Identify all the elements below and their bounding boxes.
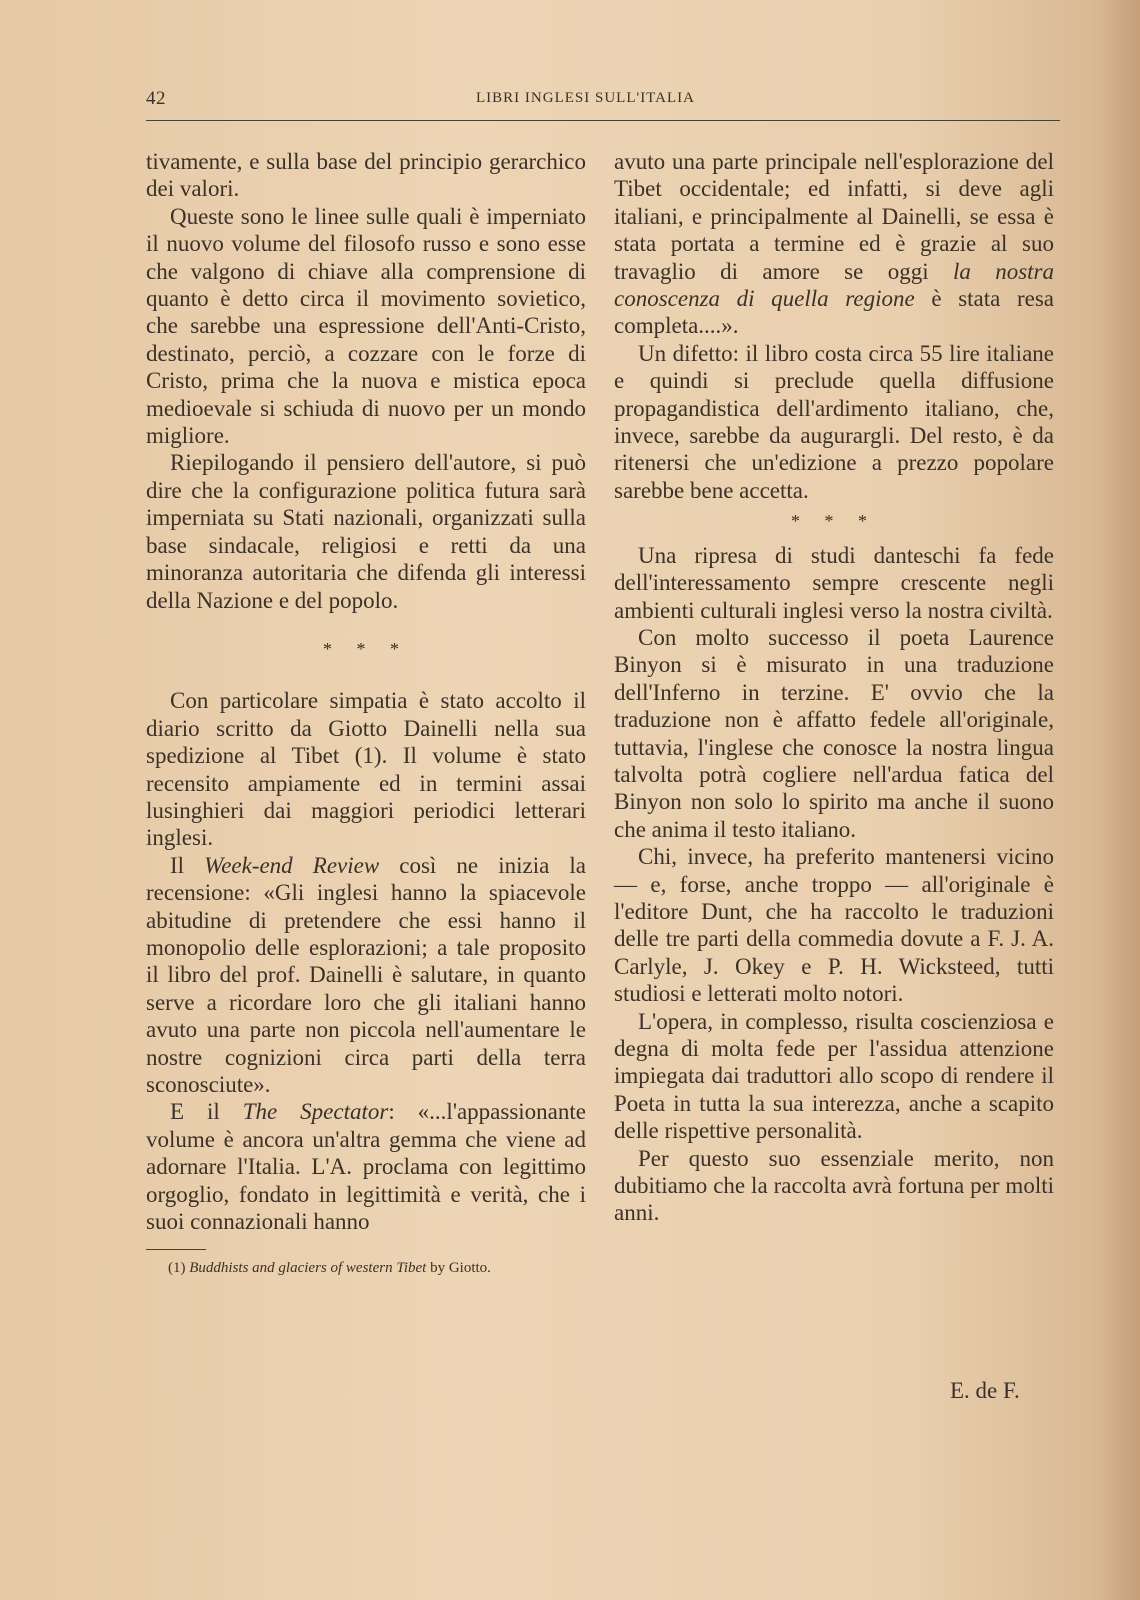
footnote-mark: (1): [168, 1260, 190, 1277]
paragraph: Queste sono le linee sulle quali è imperniato il nuovo volume del filosofo russo e sono esse che valgono di chiave alla comprensione di quanto è detto circa il movimento sovietico, che sarebbe una espressione dell'Anti-Cristo, destinato, perciò, a cozzare con le forze di Cristo, prima che la nuova e mistica epoca medioevale si schiuda di nuovo per un mondo migliore.: [146, 203, 586, 449]
paragraph: Riepilogando il pensiero dell'autore, si può dire che la configurazione politica futura sarà imperniata su Stati nazionali, organizzati sulla base sindacale, religiosi e retti da una minoranza autoritaria che difenda gli interessi della Nazione e del popolo.: [146, 450, 586, 613]
text-run: by Giotto.: [426, 1260, 491, 1277]
periodical-title: The Spectator: [242, 1099, 389, 1125]
author-signature: E. de F.: [950, 1378, 1020, 1403]
running-title: LIBRI INGLESI SULL'ITALIA: [476, 90, 695, 106]
text-run: : «...l'appassionante volume è ancora un'altra gemma che viene ad adornare l'Italia. L'A. proclama con legittimo orgoglio, fondato in legittimità e verità, che i suoi connazionali hanno: [146, 1099, 586, 1235]
paragraph: Con particolare simpatia è stato accolto il diario scritto da Giotto Dainelli nella sua spedizione al Tibet (1). Il volume è stato recensito ampiamente ed in termini assai lusinghieri dai maggiori periodici letterari inglesi.: [146, 688, 586, 851]
text-run: avuto una parte principale nell'esplorazione del Tibet occidentale; ed infatti, si deve agli italiani, e principalmente al Dainelli, se essa è stata portata a termine ed è grazie al suo travaglio di amore se oggi: [614, 149, 1054, 284]
paragraph: Con molto successo il poeta Laurence Binyon si è misurato in una traduzione dell'Inferno in terzine. E' ovvio che la traduzione non è affatto fedele all'originale, tuttavia, l'inglese che conosce la nostra lingua talvolta potrà cogliere nell'ardua fatica del Binyon non solo lo spirito ma anche il suono che anima il testo italiano.: [614, 624, 1054, 842]
text-run: Il: [170, 852, 205, 878]
paragraph: [614, 148, 1054, 340]
running-head: [146, 88, 1060, 114]
periodical-title: Week-end Review: [204, 852, 380, 878]
text-run: è stata resa completa....».: [614, 286, 1055, 339]
emphasized-quote: la nostra conoscenza di quella regione: [614, 258, 1054, 312]
paragraph: [146, 852, 586, 1099]
section-separator: * * *: [323, 638, 409, 659]
left-column: [146, 148, 586, 1278]
footnote-rule: [146, 1249, 206, 1250]
header-rule: [146, 120, 1060, 121]
paragraph: Chi, invece, ha preferito mantenersi vicino — e, forse, anche troppo — all'originale è l'editore Dunt, che ha raccolto le traduzioni delle tre parti della commedia dovute a F. J. A. Carlyle, J. Okey e P. H. Wicksteed, tutti studiosi e letterati molto notori.: [614, 844, 1054, 1007]
paragraph: L'opera, in complesso, risulta coscienziosa e degna di molta fede per l'assidua attenzione impiegata dai traduttori allo scopo di rendere il Poeta in tutta la sua interezza, anche a scapito delle rispettive personalità.: [614, 1008, 1054, 1144]
footnote-book-title: Buddhists and glaciers of western Tibet: [189, 1260, 427, 1277]
paragraph: Un difetto: il libro costa circa 55 lire italiane e quindi si preclude quella diffusione propagandistica dell'ardimento italiano, che, invece, sarebbe da augurargli. Del resto, è da ritenersi che un'edizione a prezzo popolare sarebbe bene accetta.: [614, 340, 1054, 503]
paragraph: Per questo suo essenziale merito, non dubitiamo che la raccolta avrà fortuna per molti anni.: [614, 1145, 1054, 1226]
right-column: [614, 148, 1054, 1227]
paragraph: [146, 1098, 586, 1235]
footnote: [146, 1258, 586, 1278]
paragraph: Una ripresa di studi danteschi fa fede dell'interessamento sempre crescente negli ambienti culturali inglesi verso la nostra civiltà.: [614, 542, 1054, 623]
paragraph: tivamente, e sulla base del principio gerarchico dei valori.: [146, 149, 586, 202]
page-number: 42: [146, 88, 166, 109]
text-run: E il: [170, 1099, 243, 1125]
text-run: così ne inizia la recensione: «Gli inglesi hanno la spiacevole abitudine di pretendere che essi hanno il monopolio delle esplorazioni; a tale proposito il libro del prof. Dainelli è salutare, in quanto serve a ricordare loro che gli italiani hanno avuto una parte non piccola nell'aumentare le nostre cognizioni circa parti della terra sconosciute».: [146, 852, 586, 1097]
section-separator: * * *: [791, 511, 877, 532]
